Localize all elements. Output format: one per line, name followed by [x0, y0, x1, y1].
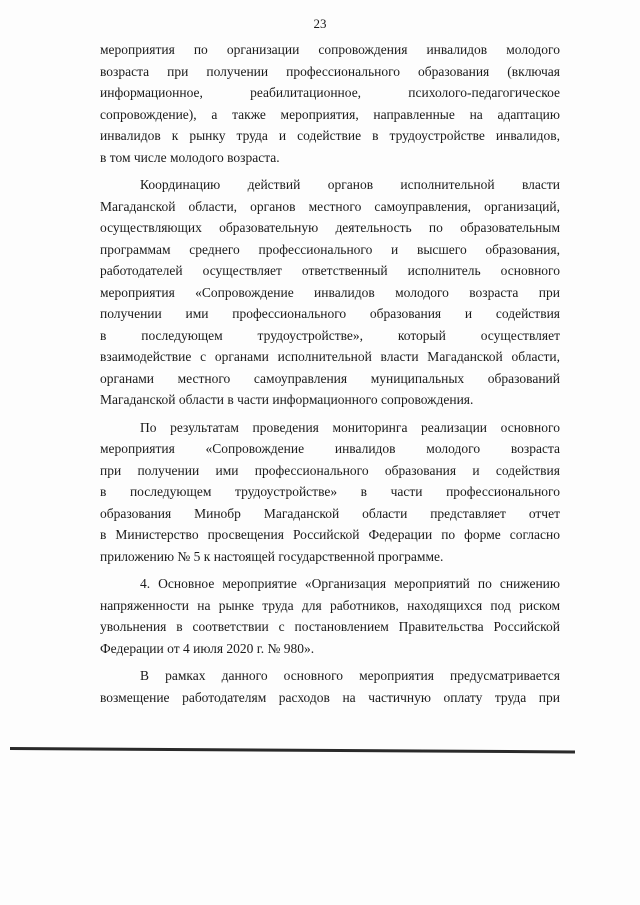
text-line: органами местного самоуправления муниципальных образований	[100, 370, 560, 386]
text-line: в Министерство просвещения Российской Федерации по форме согласно	[100, 527, 560, 542]
text-line: возмещение работодателям расходов на частичную оплату труда при	[100, 689, 560, 705]
text-line: сопровождение), а также мероприятия, направленные на адаптацию	[100, 106, 560, 122]
text-line: образования Минобр Магаданской области представляет отчет	[100, 505, 560, 521]
text-line: в последующем трудоустройстве» в части профессионального	[100, 484, 560, 499]
text-line: программам среднего профессионального и высшего образования,	[100, 241, 560, 257]
text-line: взаимодействие с органами исполнительной власти Магаданской области,	[100, 349, 560, 364]
text-line: По результатам проведения мониторинга реализации основного	[140, 419, 560, 435]
text-line: возраста при получении профессионального образования (включая	[100, 63, 560, 79]
text-line: Координацию действий органов исполнительной власти	[140, 177, 560, 192]
paragraph-4	[100, 573, 560, 659]
text-line: 4. Основное мероприятие «Организация мероприятий по снижению	[140, 576, 560, 591]
text-line: приложению № 5 к настоящей государственной программе.	[100, 548, 444, 564]
text-line: Магаданской области в части информационного сопровождения.	[100, 392, 474, 407]
text-line: Магаданской области, органов местного самоуправления, организаций,	[100, 198, 560, 214]
text-line: напряженности на рынке труда для работников, находящихся под риском	[100, 597, 560, 613]
text-line: осуществляющих образовательную деятельность по образовательным	[100, 220, 560, 235]
text-line: инвалидов к рынку труда и содействие в трудоустройстве инвалидов,	[100, 128, 560, 143]
footer-rule	[10, 747, 575, 753]
text-line: увольнения в соответствии с постановлением Правительства Российской	[100, 619, 560, 634]
page-number: 23	[313, 16, 327, 31]
text-line: мероприятия «Сопровождение инвалидов молодого возраста	[100, 441, 560, 456]
text-line: мероприятия «Сопровождение инвалидов молодого возраста при	[100, 284, 560, 300]
text-line: при получении ими профессионального образования и содействия	[100, 462, 560, 478]
text-line: в последующем трудоустройстве», который осуществляет	[100, 327, 560, 343]
text-line: информационное, реабилитационное, психолого-педагогическое	[100, 85, 560, 100]
body-text	[100, 39, 560, 708]
paragraph-3	[100, 417, 560, 568]
text-line: работодателей осуществляет ответственный исполнитель основного	[100, 263, 560, 278]
paragraph-5	[100, 665, 560, 708]
paragraph-2	[100, 174, 560, 411]
text-line: Федерации от 4 июля 2020 г. № 980».	[100, 640, 315, 656]
text-line: мероприятия по организации сопровождения инвалидов молодого	[100, 42, 560, 57]
text-line: получении ими профессионального образования и содействия	[100, 306, 560, 321]
text-line: В рамках данного основного мероприятия предусматривается	[140, 668, 560, 683]
text-line: в том числе молодого возраста.	[100, 149, 280, 165]
paragraph-1	[100, 39, 560, 168]
